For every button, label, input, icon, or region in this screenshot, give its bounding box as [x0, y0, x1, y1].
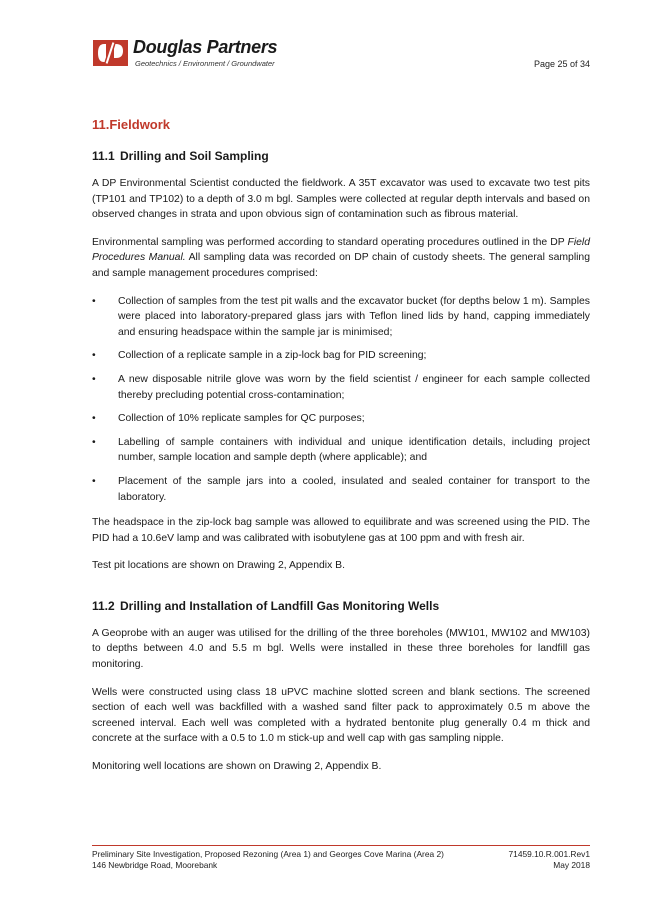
paragraph: Test pit locations are shown on Drawing 2, Appendix B. — [92, 560, 345, 572]
paragraph: A Geoprobe with an auger was utilised for the drilling of the three boreholes (MW101, MW102 and MW103) to depths between 4.0 and 5.5 m bgl. Wells were installed in these three boreholes for landfill gas monitoring. — [92, 627, 590, 671]
bullet-icon: • — [92, 413, 96, 425]
list-item-text: Collection of a replicate sample in a zip-lock bag for PID screening; — [118, 350, 427, 362]
list-item — [92, 348, 590, 364]
bullet-icon: • — [92, 295, 96, 307]
page-number: Page 25 of 34 — [533, 59, 590, 69]
paragraph: The headspace in the zip-lock bag sample was allowed to equilibrate and was screened using the PID. The PID had a 10.6eV lamp and was calibrated with isobutylene gas at 100 ppm and with fresh air. — [92, 517, 590, 544]
footer-report-number: 71459.10.R.001.Rev1 — [508, 849, 590, 859]
list-item-text: Collection of 10% replicate samples for QC purposes; — [118, 413, 365, 425]
paragraph-text: All sampling data was recorded on DP chain of custody sheets. The general sampling and sample management procedures comprised: — [92, 252, 590, 279]
list-item-text: A new disposable nitrile glove was worn by the field scientist / engineer for each sample collected thereby precluding potential cross-contamination; — [118, 373, 590, 401]
paragraph: Wells were constructed using class 18 uPVC machine slotted screen and blank sections. The screened section of each well was backfilled with a washed sand filter pack to approximately 0.5 m above the screened interval. Each well was completed with a hydrated bentonite plug generally 0.4 m thick and concrete at the surface with a 0.5 to 1.0 m stick-up and well cap with gas sampling nipple. — [92, 686, 590, 745]
footer-report-title: Preliminary Site Investigation, Proposed Rezoning (Area 1) and Georges Cove Marina (Area 2) — [92, 849, 444, 859]
procedure-list — [92, 294, 590, 506]
bullet-icon: • — [92, 350, 96, 362]
subsection-number: 11.1 — [92, 149, 115, 163]
subsection-heading-11-2 — [92, 598, 590, 614]
company-name: Douglas Partners — [133, 37, 278, 57]
paragraph: Monitoring well locations are shown on Drawing 2, Appendix B. — [92, 761, 382, 773]
list-item — [92, 474, 590, 505]
subsection-number: 11.2 — [92, 598, 115, 613]
bullet-icon: • — [92, 373, 96, 385]
section-number: 11. — [92, 117, 110, 132]
footer-date: May 2018 — [553, 859, 590, 870]
company-tagline: Geotechnics / Environment / Groundwater — [135, 59, 275, 68]
document-body — [92, 116, 590, 787]
list-item-text: Labelling of sample containers with individual and unique identification details, including project number, sample location and sample depth (where applicable); and — [118, 436, 590, 464]
paragraph — [92, 235, 590, 282]
footer-divider — [92, 845, 590, 846]
manual-title: Field Procedures Manual. — [92, 236, 590, 264]
list-item — [92, 294, 590, 341]
list-item-text: Placement of the sample jars into a cooled, insulated and sealed container for transport to the laboratory. — [118, 475, 590, 503]
section-heading — [92, 116, 590, 134]
footer-address: 146 Newbridge Road, Moorebank — [92, 859, 218, 870]
page-footer — [92, 849, 590, 870]
list-item — [92, 435, 590, 466]
subsection-heading-11-1 — [92, 148, 590, 164]
section-title: Fieldwork — [109, 117, 171, 132]
paragraph-text: Environmental sampling was performed according to standard operating procedures outlined in the DP — [92, 236, 568, 248]
paragraph: A DP Environmental Scientist conducted the fieldwork. A 35T excavator was used to excavate two test pits (TP101 and TP102) to a depth of 3.0 m bgl. Samples were collected at regular depth intervals and based on observed changes in strata and upon obvious sign of contamination such as fibrous material. — [92, 178, 590, 221]
list-item — [92, 372, 590, 403]
list-item-text: Collection of samples from the test pit walls and the excavator bucket (for depths below 1 m). Samples were placed into laboratory-prepared glass jars with Teflon lined lids by hand, capping immediately and ensuring headspace within the sample jar is minimised; — [118, 295, 590, 338]
list-item — [92, 411, 590, 427]
bullet-icon: • — [92, 436, 96, 448]
subsection-title: Drilling and Soil Sampling — [120, 149, 269, 163]
company-logo — [93, 37, 303, 70]
douglas-partners-logo-icon — [93, 40, 128, 66]
subsection-title: Drilling and Installation of Landfill Gas Monitoring Wells — [120, 598, 440, 613]
bullet-icon: • — [92, 475, 96, 487]
